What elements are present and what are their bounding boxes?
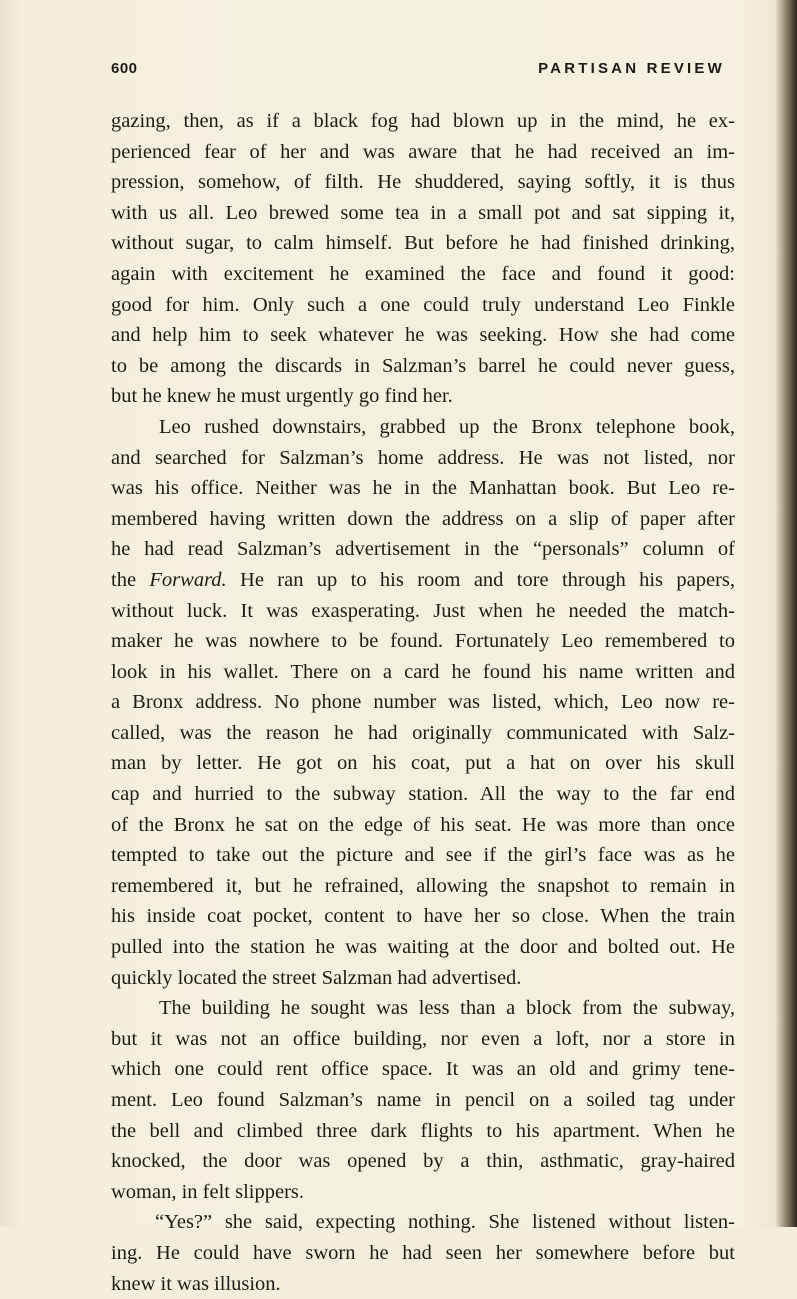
- text-line: his inside coat pocket, content to have her so close. When the train: [111, 905, 735, 928]
- text-line: quickly located the street Salzman had advertised.: [111, 966, 522, 989]
- text-line: with us all. Leo brewed some tea in a small pot and sat sipping it,: [111, 201, 735, 224]
- text-segment: He ran up to his room and tore through his papers,: [226, 568, 736, 591]
- text-line: without sugar, to calm himself. But before he had finished drinking,: [111, 232, 735, 255]
- text-line: called, was the reason he had originally communicated with Salz-: [111, 721, 735, 744]
- text-line: he had read Salzman’s advertisement in the “personals” column of: [111, 538, 735, 561]
- text-line: knew it was illusion.: [111, 1272, 281, 1295]
- text-line: maker he was nowhere to be found. Fortunately Leo remembered to: [111, 630, 735, 653]
- text-line: The building he sought was less than a block from the subway,: [159, 997, 735, 1020]
- text-line: membered having written down the address on a slip of paper after: [111, 507, 735, 530]
- text-line: but he knew he must urgently go find her.: [111, 385, 453, 408]
- text-line: “Yes?” she said, expecting nothing. She listened without listen-: [155, 1211, 735, 1234]
- text-line: was his office. Neither was he in the Manhattan book. But Leo re-: [111, 477, 735, 500]
- text-line: but it was not an office building, nor even a loft, nor a store in: [111, 1027, 735, 1050]
- text-line: cap and hurried to the subway station. All the way to the far end: [111, 783, 735, 806]
- body-text: [111, 106, 735, 1299]
- text-line: perienced fear of her and was aware that he had received an im-: [111, 140, 735, 163]
- text-line: the bell and climbed three dark flights to his apartment. When he: [111, 1119, 735, 1142]
- text-line: again with excitement he examined the face and found it good:: [111, 262, 735, 285]
- text-line: man by letter. He got on his coat, put a hat on over his skull: [111, 752, 735, 775]
- text-line: [111, 565, 735, 596]
- text-line: Leo rushed downstairs, grabbed up the Bronx telephone book,: [159, 415, 735, 438]
- text-line: pression, somehow, of filth. He shuddered, saying softly, it is thus: [111, 171, 735, 194]
- text-line: of the Bronx he sat on the edge of his seat. He was more than once: [111, 813, 735, 836]
- text-line: ing. He could have sworn he had seen her somewhere before but: [111, 1241, 735, 1264]
- page-number: 600: [111, 60, 138, 77]
- text-line: remembered it, but he refrained, allowing the snapshot to remain in: [111, 874, 735, 897]
- text-line: woman, in felt slippers.: [111, 1180, 305, 1203]
- text-line: a Bronx address. No phone number was listed, which, Leo now re-: [111, 691, 735, 714]
- text-line: pulled into the station he was waiting at the door and bolted out. He: [111, 936, 735, 959]
- running-header: [111, 60, 725, 82]
- journal-title: PARTISAN REVIEW: [538, 60, 725, 77]
- text-line: ment. Leo found Salzman’s name in pencil on a soiled tag under: [111, 1089, 735, 1111]
- text-line: which one could rent office space. It was an old and grimy tene-: [111, 1058, 735, 1081]
- text-segment: the: [111, 568, 150, 591]
- text-line: look in his wallet. There on a card he found his name written and: [111, 660, 735, 683]
- text-line: knocked, the door was opened by a thin, asthmatic, gray-haired: [111, 1150, 735, 1173]
- text-line: to be among the discards in Salzman’s barrel he could never guess,: [111, 354, 735, 377]
- text-line: and help him to seek whatever he was seeking. How she had come: [111, 324, 735, 347]
- text-line: tempted to take out the picture and see if the girl’s face was as he: [111, 844, 735, 867]
- text-line: good for him. Only such a one could truly understand Leo Finkle: [111, 293, 735, 316]
- text-line: without luck. It was exasperating. Just when he needed the match-: [111, 599, 735, 622]
- italic-title: Forward.: [149, 568, 227, 591]
- text-line: gazing, then, as if a black fog had blown up in the mind, he ex-: [111, 110, 735, 132]
- text-line: and searched for Salzman’s home address. He was not listed, nor: [111, 446, 735, 469]
